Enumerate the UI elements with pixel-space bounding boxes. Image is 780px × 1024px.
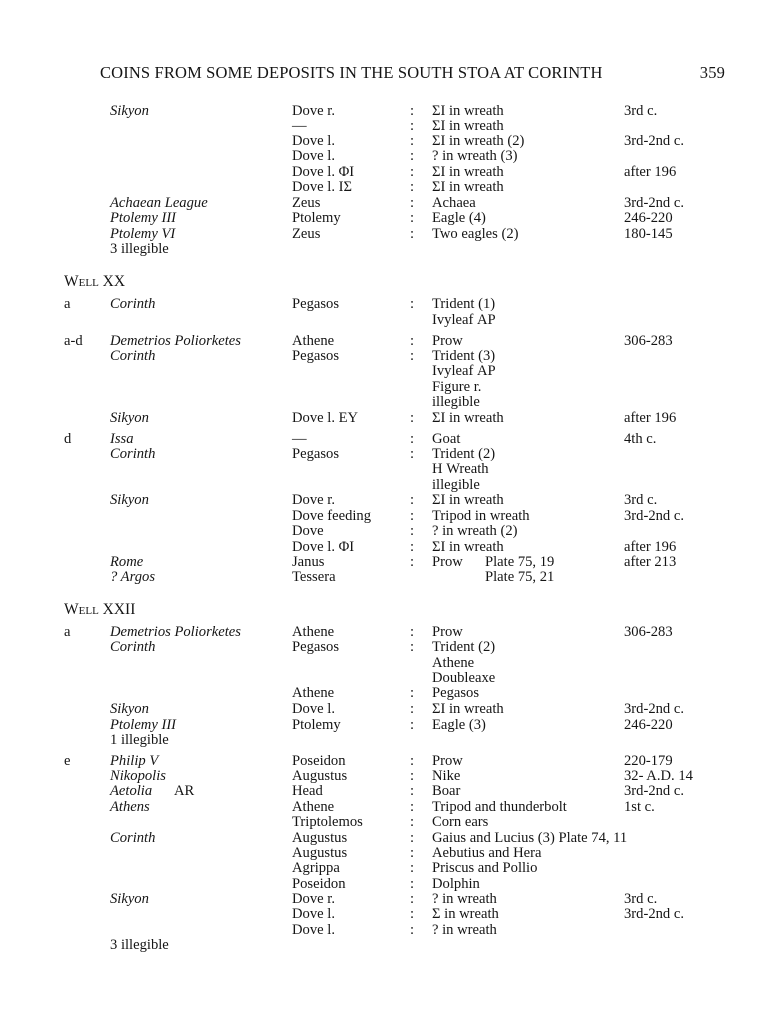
column-separator: : [410,876,415,892]
date-range: after 213 [624,554,677,570]
reverse-type: Trident (1) [432,296,496,312]
mint-name: Nikopolis [110,768,166,784]
obverse-type: Athene [292,333,335,349]
mint-name: Ptolemy VI [110,226,176,242]
catalogue-row [0,348,780,364]
catalogue-row [0,164,780,180]
reverse-type: ΣΙ in wreath [432,164,504,180]
catalogue-row [0,179,780,195]
column-separator: : [410,523,415,539]
catalogue-row [0,133,780,149]
reverse-type: Aebutius and Hera [432,845,542,861]
section-letter: a [64,296,71,312]
reverse-type: illegible [432,477,480,493]
reverse-type: Boar [432,783,461,799]
mint-name: Sikyon [110,891,149,907]
catalogue-row [0,508,780,524]
catalogue-row [0,195,780,211]
catalogue-row [0,333,780,349]
obverse-type: Dove l. [292,133,335,149]
obverse-type: Pegasos [292,446,340,462]
column-separator: : [410,348,415,364]
obverse-type: Zeus [292,226,321,242]
mint-name: Issa [110,431,134,447]
mint-name: Demetrios Poliorketes [110,624,241,640]
date-range: 246-220 [624,717,673,733]
column-separator: : [410,814,415,830]
reverse-type: Figure r. [432,379,482,395]
date-range: 246-220 [624,210,673,226]
mint-name: Achaean League [110,195,208,211]
column-separator: : [410,103,415,119]
obverse-type: — [292,431,307,447]
plate-reference: Plate 75, 21 [485,569,555,585]
catalogue-row [0,226,780,242]
column-separator: : [410,179,415,195]
mint-name: Corinth [110,639,156,655]
reverse-type: ΣΙ in wreath [432,103,504,119]
obverse-type: Dove r. [292,891,335,907]
reverse-type: Trident (2) [432,639,496,655]
catalogue-row [0,685,780,701]
column-separator: : [410,508,415,524]
catalogue-row [0,624,780,640]
mint-name: Sikyon [110,103,149,119]
column-separator: : [410,922,415,938]
well-title: Well XXII [64,601,136,618]
mint-name: Athens [110,799,150,815]
section-letter: a [64,624,71,640]
catalogue-row [0,639,780,655]
obverse-type: Augustus [292,830,348,846]
date-range: 4th c. [624,431,657,447]
catalogue-row [0,363,780,379]
mint-name: Ptolemy III [110,210,177,226]
mint-name: Sikyon [110,492,149,508]
date-range: after 196 [624,164,677,180]
page-number: 359 [699,63,725,82]
catalogue-row [0,655,780,671]
column-separator: : [410,906,415,922]
reverse-type: illegible [432,394,480,410]
reverse-type: ΣΙ in wreath [432,539,504,555]
date-range: 32- A.D. 14 [624,768,693,784]
column-separator: : [410,333,415,349]
date-range: 306-283 [624,333,673,349]
reverse-type: Tripod in wreath [432,508,530,524]
catalogue-row [0,539,780,555]
date-range: 3rd-2nd c. [624,783,684,799]
illegible-count: 1 illegible [110,732,169,748]
catalogue-row [0,876,780,892]
catalogue-row [0,477,780,493]
reverse-type: Prow [432,333,463,349]
column-separator: : [410,164,415,180]
reverse-type: Prow [432,554,463,570]
mint-name: Demetrios Poliorketes [110,333,241,349]
section-letter: a-d [64,333,83,349]
well-heading [0,602,780,618]
reverse-type: Trident (3) [432,348,496,364]
obverse-type: Agrippa [292,860,340,876]
column-separator: : [410,701,415,717]
catalogue-row [0,241,780,257]
mint-name: Rome [110,554,144,570]
plate-reference: Plate 75, 19 [485,554,555,570]
reverse-type: Eagle (3) [432,717,486,733]
column-separator: : [410,717,415,733]
reverse-type: Σ in wreath [432,906,499,922]
reverse-type: ΣΙ in wreath [432,410,504,426]
reverse-type: Ivyleaf ΑΡ [432,363,496,379]
catalogue-row [0,860,780,876]
reverse-type: Doubleaxe [432,670,496,686]
catalogue-row [0,312,780,328]
catalogue-row [0,845,780,861]
catalogue-row [0,148,780,164]
illegible-count: 3 illegible [110,241,169,257]
column-separator: : [410,539,415,555]
column-separator: : [410,446,415,462]
reverse-type: Corn ears [432,814,489,830]
obverse-type: Athene [292,685,335,701]
reverse-type: ΣΙ in wreath [432,179,504,195]
reverse-type: ΣΙ in wreath [432,118,504,134]
reverse-type: Goat [432,431,461,447]
mint-name: Corinth [110,446,156,462]
column-separator: : [410,783,415,799]
obverse-type: Poseidon [292,753,346,769]
catalogue-row [0,523,780,539]
date-range: 3rd-2nd c. [624,133,684,149]
reverse-type: Η Wreath [432,461,489,477]
obverse-type: Zeus [292,195,321,211]
reverse-type: Eagle (4) [432,210,486,226]
catalogue-row [0,103,780,119]
column-separator: : [410,845,415,861]
reverse-type: Nike [432,768,461,784]
mint-name: Ptolemy III [110,717,177,733]
obverse-type: — [292,118,307,134]
date-range: 3rd c. [624,891,658,907]
obverse-type: Augustus [292,768,348,784]
reverse-type: Priscus and Pollio [432,860,538,876]
catalogue-row [0,379,780,395]
reverse-type: Trident (2) [432,446,496,462]
reverse-type: ΣΙ in wreath [432,701,504,717]
obverse-type: Pegasos [292,348,340,364]
column-separator: : [410,799,415,815]
catalogue-row [0,937,780,953]
catalogue-row [0,394,780,410]
mint-name: Philip V [110,753,159,769]
date-range: 3rd-2nd c. [624,195,684,211]
obverse-type: Augustus [292,845,348,861]
catalogue-row [0,670,780,686]
catalogue-row [0,569,780,585]
reverse-type: Athene [432,655,475,671]
date-range: 3rd c. [624,492,658,508]
column-separator: : [410,118,415,134]
catalogue-row [0,891,780,907]
date-range: 3rd-2nd c. [624,508,684,524]
obverse-type: Dove l. [292,922,335,938]
obverse-type: Tessera [292,569,336,585]
column-separator: : [410,296,415,312]
catalogue-row [0,768,780,784]
running-title: COINS FROM SOME DEPOSITS IN THE SOUTH STOA AT CORINTH [100,63,603,82]
catalogue-row [0,461,780,477]
obverse-type: Dove l. ΙΣ [292,179,352,195]
reverse-type: Dolphin [432,876,480,892]
reverse-type: Achaea [432,195,476,211]
catalogue-row [0,554,780,570]
column-separator: : [410,226,415,242]
catalogue-row [0,906,780,922]
column-separator: : [410,753,415,769]
catalogue-row [0,830,780,846]
date-range: after 196 [624,410,677,426]
column-separator: : [410,148,415,164]
date-range: 180-145 [624,226,673,242]
column-separator: : [410,639,415,655]
catalogue-row [0,210,780,226]
catalogue-row [0,118,780,134]
catalogue-row [0,492,780,508]
mint-name: Corinth [110,348,156,364]
catalogue-row [0,410,780,426]
mint-name: Corinth [110,296,156,312]
obverse-type: Dove r. [292,103,335,119]
obverse-type: Dove l. [292,701,335,717]
obverse-type: Head [292,783,323,799]
column-separator: : [410,860,415,876]
section-letter: d [64,431,72,447]
well-heading [0,274,780,290]
mint-name: Corinth [110,830,156,846]
reverse-type: ? in wreath (3) [432,148,518,164]
column-separator: : [410,554,415,570]
well-title: Well XX [64,273,126,290]
reverse-type: Pegasos [432,685,480,701]
obverse-type: Poseidon [292,876,346,892]
reverse-type: ? in wreath (2) [432,523,518,539]
catalogue-row [0,783,780,799]
mint-name: Sikyon [110,701,149,717]
obverse-type: Dove r. [292,492,335,508]
catalogue-row [0,753,780,769]
mint-name: ? Argos [110,569,156,585]
column-separator: : [410,431,415,447]
column-separator: : [410,891,415,907]
reverse-type: Two eagles (2) [432,226,519,242]
date-range: 3rd c. [624,103,658,119]
reverse-type: ΣΙ in wreath [432,492,504,508]
date-range: 220-179 [624,753,673,769]
reverse-type: Prow [432,624,463,640]
catalogue-row [0,922,780,938]
column-separator: : [410,492,415,508]
obverse-type: Dove l. [292,148,335,164]
obverse-type: Dove l. [292,906,335,922]
reverse-type: ? in wreath [432,922,497,938]
catalogue-row [0,799,780,815]
date-range: 3rd-2nd c. [624,906,684,922]
obverse-type: Ptolemy [292,210,341,226]
date-range: 1st c. [624,799,655,815]
obverse-type: Dove [292,523,324,539]
catalogue-row [0,732,780,748]
catalogue-row [0,717,780,733]
reverse-type: ? in wreath [432,891,497,907]
mint-name: Sikyon [110,410,149,426]
column-separator: : [410,195,415,211]
column-separator: : [410,830,415,846]
obverse-type: Dove l. ΦΙ [292,164,355,180]
date-range: 3rd-2nd c. [624,701,684,717]
obverse-type: Pegasos [292,639,340,655]
obverse-type: Athene [292,624,335,640]
catalogue-row [0,814,780,830]
catalogue-row [0,446,780,462]
reverse-type: Ivyleaf ΑΡ [432,312,496,328]
date-range: 306-283 [624,624,673,640]
column-separator: : [410,410,415,426]
catalogue-row [0,431,780,447]
illegible-count: 3 illegible [110,937,169,953]
obverse-type: Dove l. ΕΥ [292,410,359,426]
obverse-type: Janus [292,554,325,570]
obverse-type: Dove feeding [292,508,372,524]
catalogue-row [0,296,780,312]
section-letter: e [64,753,71,769]
reverse-type: Gaius and Lucius (3) Plate 74, 11 [432,830,628,846]
column-separator: : [410,768,415,784]
catalogue-row [0,701,780,717]
column-separator: : [410,133,415,149]
obverse-type: Athene [292,799,335,815]
reverse-type: Prow [432,753,463,769]
obverse-type: Triptolemos [292,814,363,830]
metal-mark: AR [174,783,195,799]
obverse-type: Pegasos [292,296,340,312]
mint-name: Aetolia [110,783,153,799]
date-range: after 196 [624,539,677,555]
column-separator: : [410,624,415,640]
obverse-type: Ptolemy [292,717,341,733]
obverse-type: Dove l. ΦΙ [292,539,355,555]
reverse-type: ΣΙ in wreath (2) [432,133,525,149]
column-separator: : [410,685,415,701]
column-separator: : [410,210,415,226]
reverse-type: Tripod and thunderbolt [432,799,567,815]
